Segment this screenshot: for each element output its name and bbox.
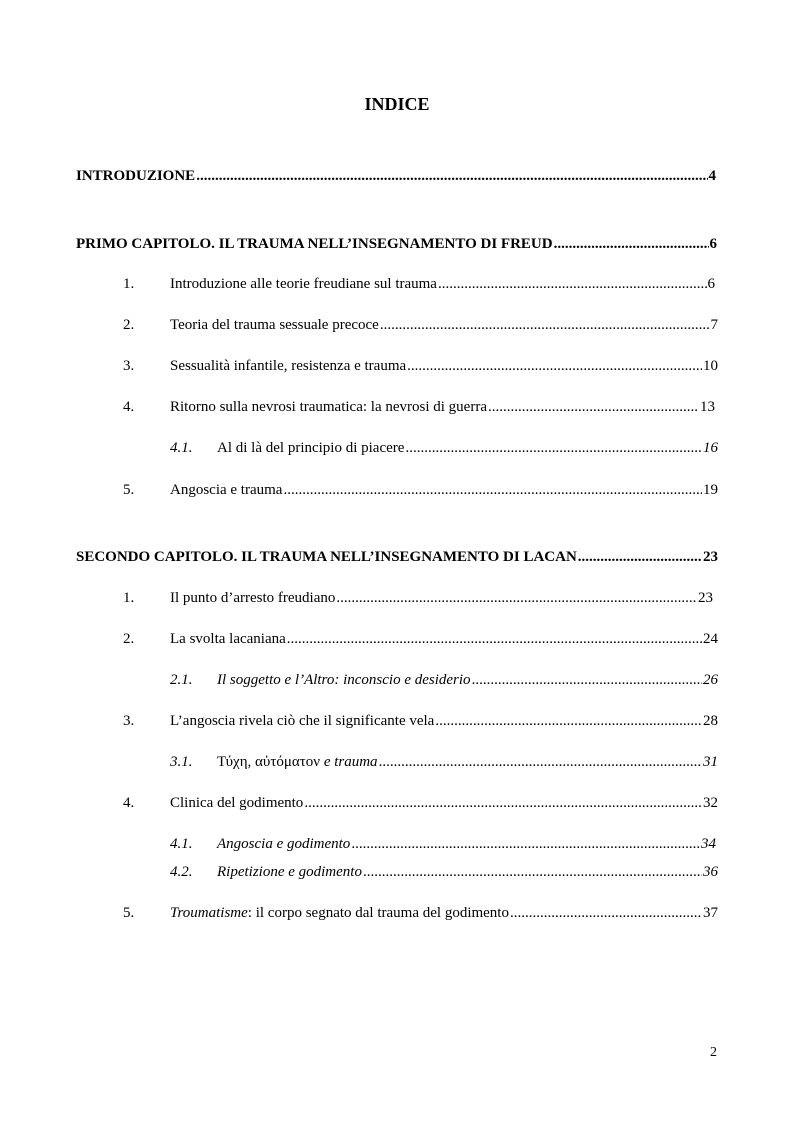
toc-label: Angoscia e trauma <box>170 482 283 498</box>
toc-entry-2-2[interactable] <box>123 631 718 648</box>
toc-entry-2-4[interactable] <box>123 795 718 812</box>
toc-entry-2-1[interactable] <box>123 590 713 607</box>
toc-label: Teoria del trauma sessuale precoce <box>170 317 379 333</box>
dot-leader <box>351 836 700 853</box>
dot-leader <box>510 905 702 922</box>
toc-entry-chapter-2[interactable] <box>76 549 718 566</box>
toc-entry-1-4-1[interactable] <box>170 440 718 457</box>
toc-entry-2-4-1[interactable] <box>170 836 716 853</box>
toc-number: 4.2. <box>170 864 193 880</box>
toc-page: 4 <box>708 168 716 184</box>
toc-label-rest: e trauma <box>320 754 378 770</box>
toc-number: 4.1. <box>170 836 193 852</box>
toc-label: INTRODUZIONE <box>76 168 196 184</box>
toc-label: Al di là del principio di piacere <box>217 440 405 456</box>
toc-page: 16 <box>703 440 718 456</box>
toc-label: Il soggetto e l’Altro: inconscio e desiderio <box>217 672 471 688</box>
toc-page: 23 <box>698 590 713 606</box>
toc-label: Clinica del godimento <box>170 795 304 811</box>
toc-page: 7 <box>710 317 718 333</box>
toc-entry-2-5[interactable] <box>123 905 718 922</box>
dot-leader <box>488 399 699 416</box>
toc-number: 1. <box>123 590 135 606</box>
dot-leader <box>407 358 702 375</box>
toc-number: 4. <box>123 399 135 415</box>
dot-leader <box>336 590 697 607</box>
toc-page: 28 <box>703 713 718 729</box>
toc-label: PRIMO CAPITOLO. IL TRAUMA NELL’INSEGNAMENTO DI FREUD <box>76 236 553 252</box>
dot-leader <box>405 440 702 457</box>
toc-entry-1-5[interactable] <box>123 482 718 499</box>
toc-entry-chapter-1[interactable] <box>76 236 717 253</box>
toc-page: 10 <box>703 358 718 374</box>
dot-leader <box>304 795 702 812</box>
toc-entry-1-4[interactable] <box>123 399 715 416</box>
toc-number: 3. <box>123 358 135 374</box>
toc-label-greek: Τύχη, αὐτόματον <box>217 754 321 770</box>
toc-page: 26 <box>703 672 718 688</box>
toc-label: SECONDO CAPITOLO. IL TRAUMA NELL’INSEGNAMENTO DI LACAN <box>76 549 577 565</box>
toc-label: Sessualità infantile, resistenza e trauma <box>170 358 407 374</box>
toc-number: 2. <box>123 631 135 647</box>
dot-leader <box>287 631 702 648</box>
toc-label: Ripetizione e godimento <box>217 864 362 880</box>
dot-leader <box>472 672 702 689</box>
toc-number: 3. <box>123 713 135 729</box>
toc-page: 6 <box>707 276 715 292</box>
dot-leader <box>578 549 702 566</box>
toc-page: 31 <box>703 754 718 770</box>
toc-page: 34 <box>701 836 716 852</box>
toc-label: Il punto d’arresto freudiano <box>170 590 336 606</box>
page-number: 2 <box>710 1045 717 1060</box>
toc-entry-2-2-1[interactable] <box>170 672 718 689</box>
dot-leader <box>363 864 702 881</box>
toc-page: 32 <box>703 795 718 811</box>
toc-number: 2. <box>123 317 135 333</box>
toc-page: 19 <box>703 482 718 498</box>
toc-number: 4. <box>123 795 135 811</box>
toc-page: 13 <box>700 399 715 415</box>
toc-label: L’angoscia rivela ciò che il significante vela <box>170 713 435 729</box>
dot-leader <box>438 276 707 293</box>
toc-entry-1-3[interactable] <box>123 358 718 375</box>
toc-entry-1-1[interactable] <box>123 276 715 293</box>
toc-page: 6 <box>709 236 717 252</box>
toc-number: 5. <box>123 482 135 498</box>
toc-entry-2-3-1[interactable] <box>170 754 718 771</box>
toc-label: Angoscia e godimento <box>217 836 351 852</box>
toc-entry-2-4-2[interactable] <box>170 864 718 881</box>
toc-label: La svolta lacaniana <box>170 631 286 647</box>
dot-leader <box>554 236 709 253</box>
toc-label-rest: : il corpo segnato dal trauma del godimento <box>247 905 509 921</box>
toc-number: 1. <box>123 276 135 292</box>
toc-page: 36 <box>703 864 718 880</box>
toc-number: 2.1. <box>170 672 193 688</box>
toc-entry-2-3[interactable] <box>123 713 718 730</box>
dot-leader <box>196 168 707 185</box>
toc-page: 37 <box>703 905 718 921</box>
toc-entry-introduzione[interactable] <box>76 168 716 185</box>
dot-leader <box>379 754 702 771</box>
toc-page: 24 <box>703 631 718 647</box>
toc-number: 5. <box>123 905 135 921</box>
toc-label: Ritorno sulla nevrosi traumatica: la nevrosi di guerra <box>170 399 487 415</box>
toc-entry-1-2[interactable] <box>123 317 718 334</box>
page-title: INDICE <box>364 94 430 114</box>
toc-label-italic: Troumatisme <box>170 905 248 921</box>
toc-number: 4.1. <box>170 440 193 456</box>
toc-label: Introduzione alle teorie freudiane sul trauma <box>170 276 437 292</box>
toc-page: 23 <box>703 549 718 565</box>
dot-leader <box>283 482 702 499</box>
dot-leader <box>380 317 710 334</box>
dot-leader <box>435 713 702 730</box>
toc-number: 3.1. <box>170 754 193 770</box>
